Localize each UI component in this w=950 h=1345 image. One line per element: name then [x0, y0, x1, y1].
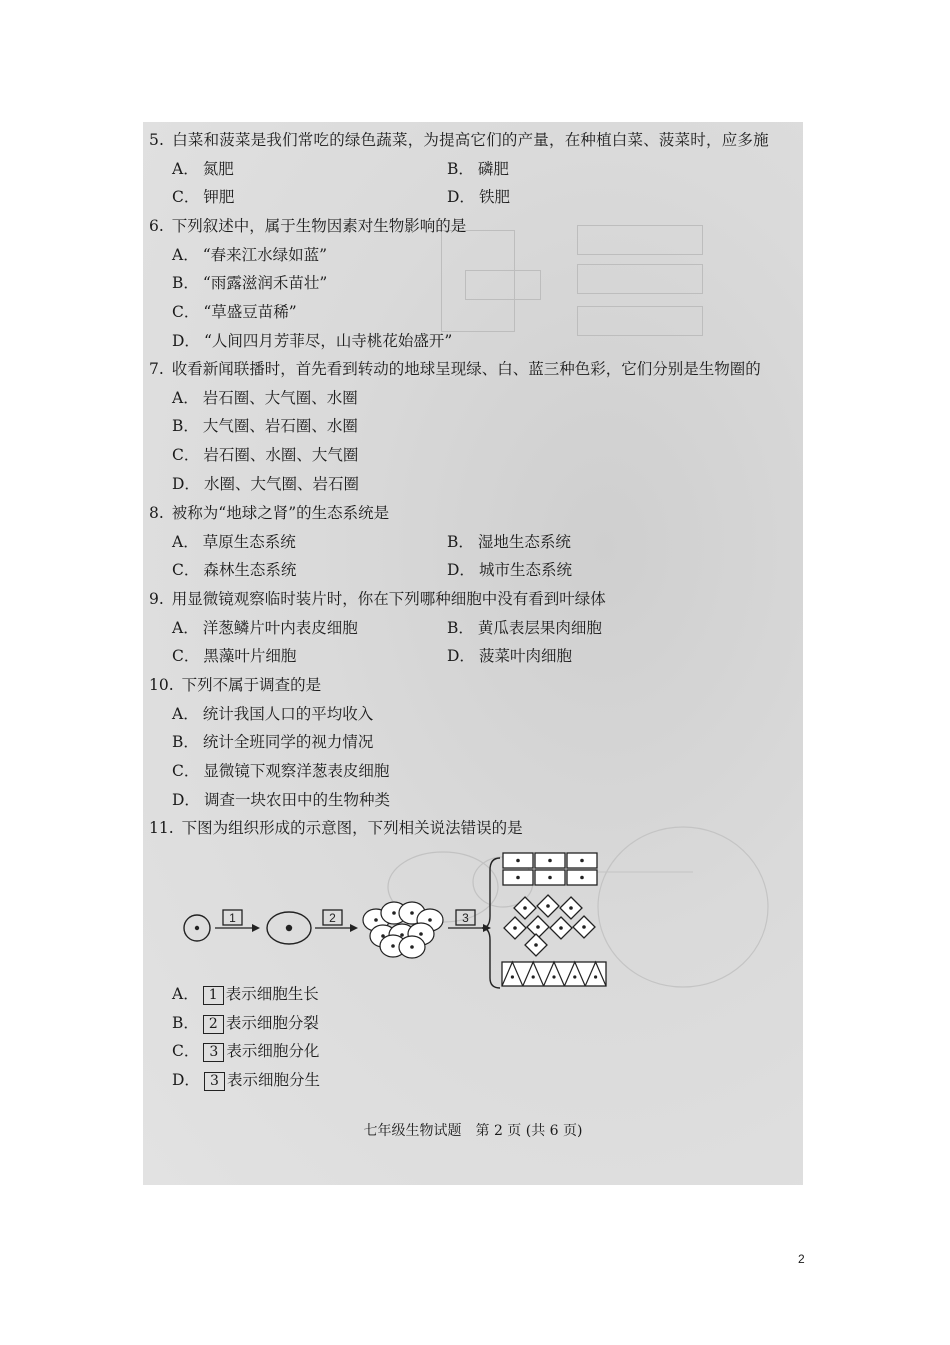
option-letter: C． [172, 1042, 200, 1061]
triangle-cell-nucleus [532, 975, 535, 978]
diamond-cell-nucleus [536, 925, 540, 929]
cluster-cell-nucleus [392, 911, 396, 915]
question-stem [149, 503, 389, 523]
answer-option [172, 560, 296, 580]
question-text: 被称为“地球之肾”的生态系统是 [171, 504, 390, 522]
option-letter: A． [172, 618, 199, 637]
option-letter: C． [172, 446, 200, 465]
cluster-cell-nucleus [428, 918, 432, 922]
step-2-label: 2 [329, 911, 336, 925]
answer-option [172, 761, 389, 781]
arrow-step-2 [315, 910, 358, 932]
answer-option [172, 187, 234, 207]
question-stem [149, 130, 769, 150]
page-footer: 七年级生物试题 第 2 页 (共 6 页) [363, 1123, 583, 1139]
diamond-cell-nucleus [546, 904, 550, 908]
question-stem [149, 589, 606, 609]
question-number: 8. [149, 504, 164, 522]
answer-option [172, 445, 358, 465]
dividing-cell-cluster [363, 902, 443, 958]
boxed-step-number: 3 [203, 1043, 224, 1062]
answer-option [447, 646, 572, 666]
bleed-through-box [441, 230, 515, 332]
question-stem [149, 216, 466, 236]
option-text: 大气圈、岩石圈、水圈 [202, 417, 358, 436]
answer-option [172, 302, 297, 322]
rect-cell-nucleus [580, 859, 584, 863]
option-text: 调查一块农田中的生物种类 [203, 790, 390, 809]
boxed-step-number: 1 [203, 986, 224, 1005]
diamond-cell-nucleus [534, 943, 538, 947]
triangle-cell-nucleus [511, 975, 514, 978]
rect-cell-nucleus [548, 876, 552, 880]
option-letter: C． [172, 561, 200, 580]
option-text: 洋葱鳞片叶内表皮细胞 [202, 618, 358, 637]
option-letter: C． [172, 303, 200, 322]
answer-option [172, 245, 327, 265]
answer-option [172, 474, 359, 494]
scanned-exam-page [143, 122, 803, 1185]
option-letter: A． [172, 985, 199, 1003]
option-text: 黄瓜表层果肉细胞 [477, 618, 602, 637]
question-text: 收看新闻联播时，首先看到转动的地球呈现绿、白、蓝三种色彩，它们分别是生物圈的 [171, 360, 761, 378]
question-number: 7. [149, 360, 164, 378]
single-cell [184, 915, 210, 941]
option-text: 氮肥 [202, 159, 234, 178]
tissue-rectangular-cells [503, 853, 597, 885]
question-stem [149, 818, 523, 838]
rect-cell-nucleus [516, 859, 520, 863]
option-text: 森林生态系统 [203, 561, 297, 580]
cluster-cell-nucleus [410, 911, 414, 915]
rect-cell-nucleus [516, 876, 520, 880]
answer-option [447, 159, 509, 179]
rect-cell-nucleus [580, 876, 584, 880]
bleed-through-box [577, 225, 703, 255]
answer-option [172, 790, 390, 810]
option-text: “雨露滋润禾苗壮” [202, 274, 328, 293]
brace [482, 858, 500, 988]
option-text: 表示细胞分生 [226, 1071, 320, 1090]
diamond-cell-nucleus [513, 926, 517, 930]
page-number: 2 [798, 1252, 805, 1266]
option-letter: C． [172, 762, 200, 781]
bleed-through-box [577, 264, 703, 294]
question-text: 下列不属于调查的是 [181, 676, 322, 694]
answer-option [447, 187, 510, 207]
option-letter: C． [172, 647, 200, 666]
diamond-cell-nucleus [569, 906, 573, 910]
option-text: 城市生态系统 [478, 561, 572, 580]
cluster-cell-nucleus [419, 932, 423, 936]
option-letter: B． [172, 733, 199, 752]
option-text: 统计全班同学的视力情况 [202, 733, 374, 752]
option-text: 湿地生态系统 [477, 532, 571, 551]
answer-option [172, 732, 373, 752]
option-letter: D． [447, 561, 475, 580]
question-stem [149, 359, 761, 379]
rect-cell-nucleus [548, 859, 552, 863]
diamond-cell-nucleus [523, 906, 527, 910]
boxed-step-number: 2 [203, 1015, 224, 1034]
answer-option [447, 560, 572, 580]
option-letter: A． [172, 704, 199, 723]
triangle-cell-nucleus [552, 975, 555, 978]
bleed-through-box [577, 306, 703, 336]
option-letter: B． [447, 618, 474, 637]
grown-cell [267, 912, 311, 944]
diamond-cell-nucleus [559, 926, 563, 930]
option-letter: D． [172, 1071, 200, 1090]
answer-option [172, 646, 296, 666]
question-number: 11. [149, 819, 174, 837]
arrow-step-1 [215, 910, 260, 932]
answer-option [172, 704, 373, 724]
option-text: 黑藻叶片细胞 [203, 647, 297, 666]
option-text: 菠菜叶肉细胞 [478, 647, 572, 666]
option-letter: D． [447, 188, 475, 207]
option-text: 表示细胞生长 [225, 985, 319, 1003]
question-stem [149, 675, 321, 695]
triangle-cell-nucleus [573, 975, 576, 978]
question-number: 10. [149, 676, 174, 694]
tissue-triangular-cells [502, 962, 606, 986]
answer-option [172, 618, 358, 638]
option-text: 钾肥 [203, 188, 235, 207]
option-text: “春来江水绿如蓝” [202, 245, 328, 264]
diamond-cell-nucleus [582, 925, 586, 929]
step-1-label: 1 [229, 911, 236, 925]
option-letter: A． [172, 388, 199, 407]
option-letter: B． [172, 417, 199, 436]
cluster-cell-nucleus [410, 945, 414, 949]
option-letter: B． [172, 1013, 199, 1032]
answer-option [172, 273, 327, 293]
question-number: 6. [149, 217, 164, 235]
question-text: 下图为组织形成的示意图，下列相关说法错误的是 [181, 819, 523, 837]
option-text: 岩石圈、大气圈、水圈 [202, 388, 358, 407]
cluster-cell-nucleus [391, 944, 395, 948]
option-text: 显微镜下观察洋葱表皮细胞 [203, 762, 390, 781]
option-letter: B． [447, 159, 474, 178]
triangle-cell-nucleus [594, 975, 597, 978]
boxed-step-number: 3 [204, 1072, 225, 1091]
option-text: 岩石圈、水圈、大气圈 [203, 446, 359, 465]
answer-option [172, 159, 234, 179]
option-text: 草原生态系统 [202, 532, 296, 551]
option-letter: D． [447, 647, 475, 666]
answer-option [172, 388, 358, 408]
answer-option [447, 618, 602, 638]
option-letter: B． [447, 532, 474, 551]
option-text: 统计我国人口的平均收入 [202, 704, 374, 723]
answer-option [172, 416, 358, 436]
option-letter: D． [172, 331, 200, 350]
tissue-formation-diagram [178, 850, 608, 995]
answer-option [172, 1070, 320, 1091]
question-number: 5. [149, 131, 165, 149]
cluster-cell-nucleus [374, 918, 378, 922]
option-letter: B． [172, 274, 199, 293]
question-number: 9. [149, 590, 164, 608]
answer-option [447, 532, 571, 552]
cluster-cell-nucleus [400, 933, 404, 937]
option-letter: A． [172, 245, 199, 264]
answer-option [172, 1013, 319, 1034]
option-text: 铁肥 [478, 188, 510, 207]
question-text: 用显微镜观察临时装片时，你在下列哪种细胞中没有看到叶绿体 [171, 590, 606, 608]
question-text: 白菜和菠菜是我们常吃的绿色蔬菜，为提高它们的产量，在种植白菜、菠菜时，应多施 [172, 131, 769, 149]
option-text: 表示细胞分化 [226, 1042, 320, 1061]
answer-option [172, 532, 296, 552]
option-text: 表示细胞分裂 [225, 1013, 319, 1032]
step-3-label: 3 [462, 911, 469, 925]
option-letter: A． [172, 532, 199, 551]
option-text: “草盛豆苗稀” [203, 303, 297, 322]
tissue-diamond-cells [504, 895, 595, 956]
answer-option [172, 331, 452, 351]
answer-option [172, 1041, 319, 1062]
option-letter: C． [172, 188, 200, 207]
question-text: 下列叙述中，属于生物因素对生物影响的是 [171, 217, 467, 235]
option-text: 磷肥 [477, 159, 509, 178]
option-text: “人间四月芳菲尽，山寺桃花始盛开” [203, 331, 453, 350]
option-text: 水圈、大气圈、岩石圈 [203, 474, 359, 493]
option-letter: A． [172, 159, 199, 178]
option-letter: D． [172, 474, 200, 493]
option-letter: D． [172, 790, 200, 809]
